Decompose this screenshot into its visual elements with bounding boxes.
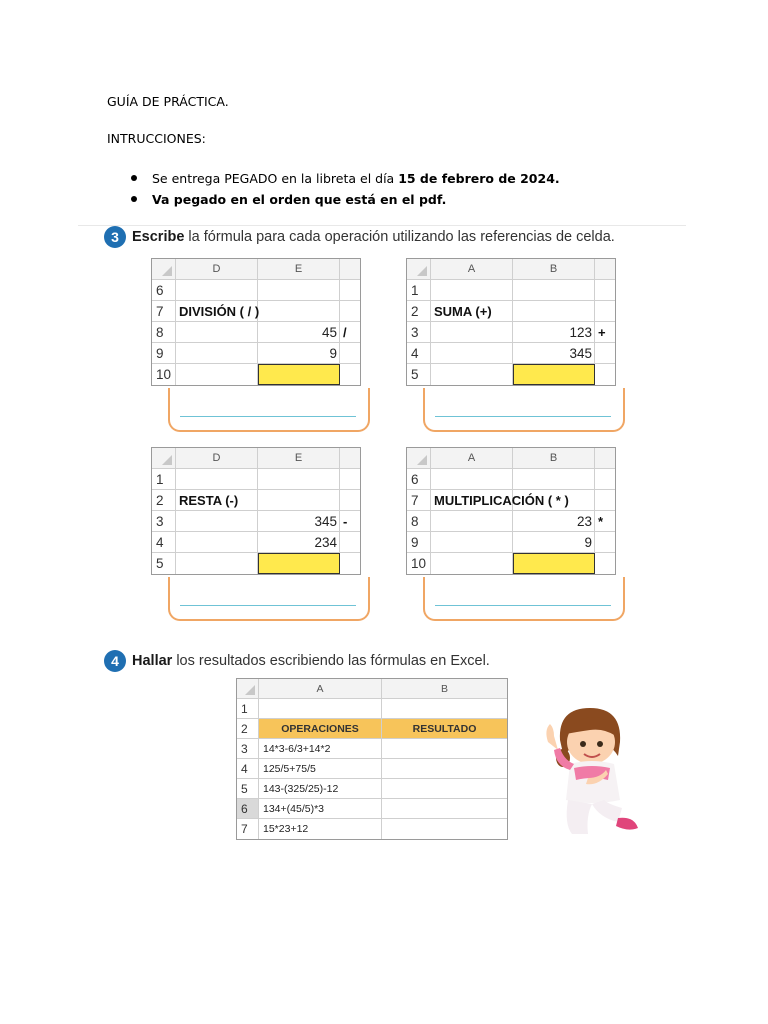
column-header[interactable]: B xyxy=(513,448,595,468)
result-cell[interactable] xyxy=(258,553,340,574)
row-number: 3 xyxy=(407,322,431,342)
cell[interactable] xyxy=(513,301,595,321)
cell[interactable] xyxy=(431,343,513,363)
result-cell[interactable] xyxy=(382,799,507,818)
operator-symbol xyxy=(340,280,360,300)
cell[interactable] xyxy=(176,343,258,363)
answer-line xyxy=(435,416,611,417)
row-number: 6 xyxy=(407,469,431,489)
row-number: 2 xyxy=(407,301,431,321)
table-row xyxy=(407,322,615,343)
instruction-item xyxy=(107,168,667,189)
operator-symbol xyxy=(340,469,360,489)
column-header[interactable]: D xyxy=(176,448,258,468)
result-cell[interactable] xyxy=(258,364,340,385)
value-cell[interactable] xyxy=(258,280,340,300)
column-header[interactable] xyxy=(595,259,615,279)
table-row xyxy=(237,759,507,779)
column-header[interactable]: E xyxy=(258,448,340,468)
select-all-corner[interactable] xyxy=(407,259,431,279)
row-number: 7 xyxy=(152,301,176,321)
table-row xyxy=(237,819,507,839)
value-cell[interactable] xyxy=(258,469,340,489)
table-row xyxy=(152,364,360,385)
operator-symbol xyxy=(595,532,615,552)
result-cell[interactable] xyxy=(382,779,507,798)
operator-symbol xyxy=(595,364,615,385)
bullet-icon xyxy=(131,175,137,181)
exercise-verb: Hallar xyxy=(132,653,173,669)
cell[interactable] xyxy=(431,364,513,385)
row-number: 7 xyxy=(407,490,431,510)
bullet-icon xyxy=(131,196,137,202)
cell[interactable] xyxy=(176,469,258,489)
operation-label: SUMA (+) xyxy=(431,301,513,321)
column-header[interactable] xyxy=(595,448,615,468)
formula-cell[interactable] xyxy=(259,699,382,718)
operator-symbol xyxy=(340,364,360,385)
formula-cell[interactable]: 14*3-6/3+14*2 xyxy=(259,739,382,758)
select-all-corner[interactable] xyxy=(237,679,259,698)
table-row xyxy=(237,699,507,719)
exercise-4-header xyxy=(104,650,490,672)
operation-label: DIVISIÓN ( / ) xyxy=(176,301,258,321)
cell[interactable] xyxy=(431,322,513,342)
instruction-item xyxy=(107,189,667,210)
column-header[interactable] xyxy=(340,448,360,468)
table-row xyxy=(152,301,360,322)
value-cell[interactable]: 45 xyxy=(258,322,340,342)
table-row xyxy=(407,469,615,490)
value-cell[interactable]: 123 xyxy=(513,322,595,342)
select-all-corner[interactable] xyxy=(407,448,431,468)
row-number: 6 xyxy=(152,280,176,300)
table-row xyxy=(152,280,360,301)
column-header[interactable]: A xyxy=(431,448,513,468)
row-number: 4 xyxy=(237,759,259,778)
result-cell[interactable] xyxy=(513,364,595,385)
operator-symbol xyxy=(595,553,615,574)
column-header-row xyxy=(407,448,615,469)
operator-symbol: * xyxy=(598,514,604,529)
operaciones-header: OPERACIONES xyxy=(259,719,382,738)
column-header[interactable]: E xyxy=(258,259,340,279)
column-header[interactable]: D xyxy=(176,259,258,279)
operator-symbol xyxy=(595,343,615,363)
table-row xyxy=(237,739,507,759)
girl-illustration xyxy=(538,700,648,840)
cell[interactable] xyxy=(258,301,340,321)
cell[interactable] xyxy=(176,553,258,574)
operator-symbol xyxy=(340,532,360,552)
row-number: 3 xyxy=(237,739,259,758)
instructions-label: INTRUCCIONES: xyxy=(107,131,206,146)
spreadsheet-grid xyxy=(151,258,361,386)
page-title: GUÍA DE PRÁCTICA. xyxy=(107,94,229,109)
table-row xyxy=(237,799,507,819)
column-header-b[interactable]: B xyxy=(382,679,507,698)
row-number: 10 xyxy=(152,364,176,385)
row-number: 3 xyxy=(152,511,176,531)
row-number: 1 xyxy=(407,280,431,300)
column-header-row xyxy=(407,259,615,280)
exercise-instruction: la fórmula para cada operación utilizando las referencias de celda. xyxy=(188,229,615,245)
cell[interactable] xyxy=(431,469,513,489)
result-cell[interactable] xyxy=(382,699,507,718)
value-cell[interactable]: 9 xyxy=(513,532,595,552)
table-row xyxy=(152,469,360,490)
table-row xyxy=(407,532,615,553)
row-number: 1 xyxy=(237,699,259,718)
row-number: 8 xyxy=(152,322,176,342)
cell[interactable] xyxy=(431,280,513,300)
table-row xyxy=(407,511,615,532)
table-row xyxy=(237,779,507,799)
operator-symbol xyxy=(595,490,615,510)
row-number: 2 xyxy=(152,490,176,510)
answer-box[interactable] xyxy=(168,388,370,432)
row-number: 9 xyxy=(152,343,176,363)
operator-symbol xyxy=(340,553,360,574)
spreadsheet-grid xyxy=(151,447,361,575)
answer-box[interactable] xyxy=(423,577,625,621)
row-number: 7 xyxy=(237,819,259,839)
spreadsheet-grid xyxy=(406,447,616,575)
row-number: 1 xyxy=(152,469,176,489)
table-row xyxy=(407,553,615,574)
column-header-a[interactable]: A xyxy=(259,679,382,698)
column-header[interactable] xyxy=(340,259,360,279)
cell[interactable] xyxy=(176,280,258,300)
operation-label: RESTA (-) xyxy=(176,490,258,510)
resultado-header: RESULTADO xyxy=(382,719,507,738)
operator-symbol xyxy=(595,301,615,321)
exercise-verb: Escribe xyxy=(132,229,185,245)
spreadsheet-grid xyxy=(406,258,616,386)
answer-line xyxy=(180,605,356,606)
value-cell[interactable]: 9 xyxy=(258,343,340,363)
table-row xyxy=(152,511,360,532)
operator-symbol xyxy=(595,280,615,300)
column-header-row xyxy=(237,679,507,699)
value-cell[interactable]: 345 xyxy=(513,343,595,363)
select-all-corner[interactable] xyxy=(152,259,176,279)
instruction-text: Se entrega PEGADO en la libreta el día xyxy=(152,171,399,186)
value-cell[interactable]: 23 xyxy=(513,511,595,531)
table-row xyxy=(407,280,615,301)
table-row xyxy=(152,322,360,343)
cell[interactable] xyxy=(431,532,513,552)
operations-table xyxy=(236,678,508,840)
table-row xyxy=(152,532,360,553)
formula-cell[interactable]: 143-(325/25)-12 xyxy=(259,779,382,798)
operator-symbol: - xyxy=(343,514,348,529)
exercise-number-badge: 4 xyxy=(104,650,126,672)
cell[interactable] xyxy=(431,553,513,574)
result-cell[interactable] xyxy=(382,819,507,839)
value-cell[interactable] xyxy=(513,280,595,300)
formula-cell[interactable]: 15*23+12 xyxy=(259,819,382,839)
row-number: 2 xyxy=(237,719,259,738)
answer-box[interactable] xyxy=(168,577,370,621)
cell[interactable] xyxy=(176,364,258,385)
table-row xyxy=(152,490,360,511)
instruction-text: Va pegado en el orden que está en el pdf. xyxy=(152,192,447,207)
row-number-selected: 6 xyxy=(237,799,259,818)
row-number: 4 xyxy=(407,343,431,363)
exercise-3-header xyxy=(104,226,615,248)
operator-symbol xyxy=(340,343,360,363)
value-cell[interactable] xyxy=(513,469,595,489)
row-number: 10 xyxy=(407,553,431,574)
column-header[interactable]: A xyxy=(431,259,513,279)
operation-label: MULTIPLICACIÓN ( * ) xyxy=(431,490,513,510)
cell[interactable] xyxy=(176,532,258,552)
operator-symbol xyxy=(340,490,360,510)
table-row xyxy=(407,364,615,385)
operator-symbol: + xyxy=(598,325,606,340)
result-cell[interactable] xyxy=(513,553,595,574)
result-cell[interactable] xyxy=(382,739,507,758)
cell[interactable] xyxy=(176,322,258,342)
operator-symbol xyxy=(340,301,360,321)
operator-symbol: / xyxy=(343,325,347,340)
answer-line xyxy=(435,605,611,606)
table-row xyxy=(152,343,360,364)
exercise-number-badge: 3 xyxy=(104,226,126,248)
row-number: 4 xyxy=(152,532,176,552)
row-number: 5 xyxy=(237,779,259,798)
column-header-row xyxy=(152,448,360,469)
row-number: 5 xyxy=(407,364,431,385)
table-row xyxy=(407,301,615,322)
cell[interactable] xyxy=(513,490,595,510)
table-row xyxy=(152,553,360,574)
value-cell[interactable]: 234 xyxy=(258,532,340,552)
cell[interactable] xyxy=(431,511,513,531)
select-all-corner[interactable] xyxy=(152,448,176,468)
result-cell[interactable] xyxy=(382,759,507,778)
instruction-date: 15 de febrero de 2024. xyxy=(398,171,560,186)
row-number: 5 xyxy=(152,553,176,574)
column-header[interactable]: B xyxy=(513,259,595,279)
row-number: 9 xyxy=(407,532,431,552)
cell[interactable] xyxy=(176,511,258,531)
cell[interactable] xyxy=(258,490,340,510)
instructions-list xyxy=(107,168,667,210)
column-header-row xyxy=(152,259,360,280)
table-header-row xyxy=(237,719,507,739)
formula-cell[interactable]: 134+(45/5)*3 xyxy=(259,799,382,818)
answer-box[interactable] xyxy=(423,388,625,432)
formula-cell[interactable]: 125/5+75/5 xyxy=(259,759,382,778)
answer-line xyxy=(180,416,356,417)
exercise-instruction: los resultados escribiendo las fórmulas en Excel. xyxy=(176,653,490,669)
operator-symbol xyxy=(595,469,615,489)
value-cell[interactable]: 345 xyxy=(258,511,340,531)
table-row xyxy=(407,343,615,364)
row-number: 8 xyxy=(407,511,431,531)
table-row xyxy=(407,490,615,511)
